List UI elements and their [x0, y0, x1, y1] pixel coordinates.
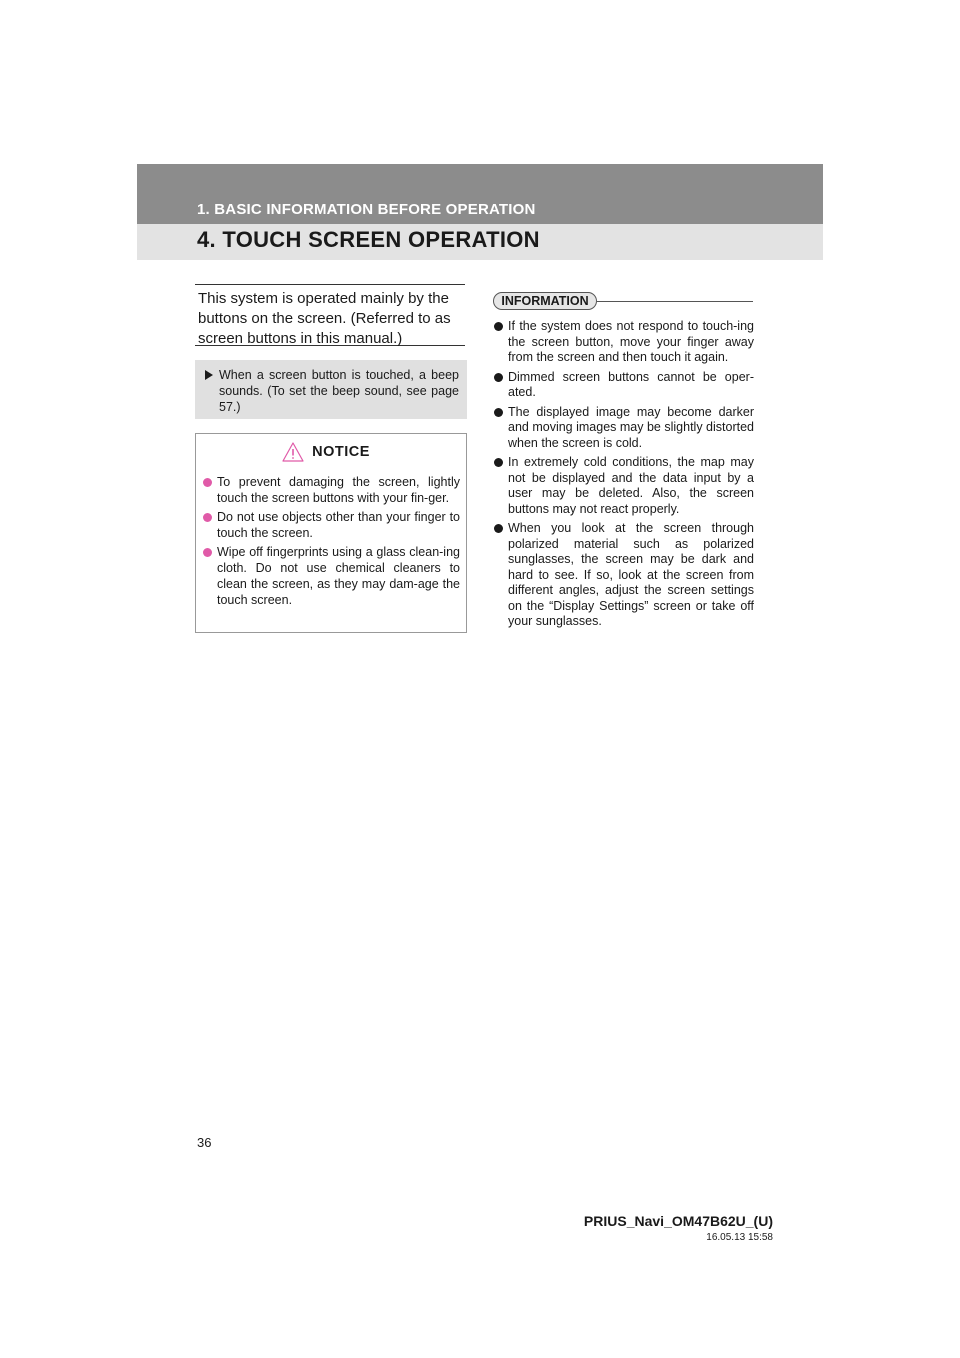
intro-line: This system is operated mainly by the: [198, 290, 449, 307]
notice-box: [195, 433, 467, 633]
notice-item-text: Do not use objects other than your finger to touch the screen.: [217, 510, 460, 540]
information-item: [492, 521, 754, 630]
notice-item-text: Wipe off fingerprints using a glass clean-ing cloth. Do not use chemical cleaners to clean the screen, as they may dam-age the touch screen.: [217, 545, 460, 607]
bullet-icon: [203, 478, 212, 487]
information-item-text: Dimmed screen buttons cannot be oper-ated.: [508, 369, 754, 399]
information-item: [492, 370, 754, 401]
intro-line: screen buttons in this manual.): [198, 330, 403, 347]
notice-item: [196, 474, 466, 506]
information-list: [492, 319, 754, 634]
notice-item: [196, 544, 466, 608]
intro-line: buttons on the screen. (Referred to as: [198, 310, 451, 327]
warning-icon: [282, 442, 304, 462]
bullet-icon: [203, 548, 212, 557]
bullet-icon: [494, 524, 503, 533]
bullet-icon: [494, 373, 503, 382]
information-item-text: When you look at the screen through polarized material such as polarized sunglasses, the screen may be dark and hard to see. If so, look at the screen from different angles, adjust the screen settings on the “Display Settings” screen or take off your sunglasses.: [508, 521, 754, 628]
information-item: [492, 455, 754, 517]
bullet-icon: [494, 408, 503, 417]
bullet-icon: [494, 322, 503, 331]
intro-box: [195, 284, 465, 346]
bullet-icon: [203, 513, 212, 522]
notice-item: [196, 509, 466, 541]
information-label: INFORMATION: [493, 292, 597, 310]
notice-header: [196, 434, 466, 470]
notice-title: NOTICE: [312, 444, 370, 460]
information-item-text: If the system does not respond to touch-ing the screen button, move your finger away from the screen and then touch it again.: [508, 319, 754, 364]
information-rule: [597, 301, 753, 302]
information-item: [492, 319, 754, 366]
information-item-text: In extremely cold conditions, the map may not be displayed and the data input by a user may be deleted. Also, the screen buttons may not react properly.: [508, 455, 754, 516]
triangle-bullet-icon: [205, 370, 213, 380]
notice-list: [196, 474, 466, 611]
section-label: 1. BASIC INFORMATION BEFORE OPERATION: [197, 201, 536, 218]
document-code: PRIUS_Navi_OM47B62U_(U): [583, 1213, 773, 1229]
bullet-icon: [494, 458, 503, 467]
beep-note-text: When a screen button is touched, a beep sounds. (To set the beep sound, see page 57.): [219, 368, 459, 414]
page-title: 4. TOUCH SCREEN OPERATION: [197, 227, 540, 252]
information-item-text: The displayed image may become darker and moving images may be slightly distorted when the screen is cold.: [508, 404, 754, 450]
document-date: 16.05.13 15:58: [706, 1232, 773, 1243]
page-number: 36: [197, 1135, 212, 1150]
notice-item-text: To prevent damaging the screen, lightly touch the screen buttons with your fin-ger.: [217, 475, 460, 505]
beep-note: [195, 360, 467, 419]
information-item: [492, 405, 754, 452]
